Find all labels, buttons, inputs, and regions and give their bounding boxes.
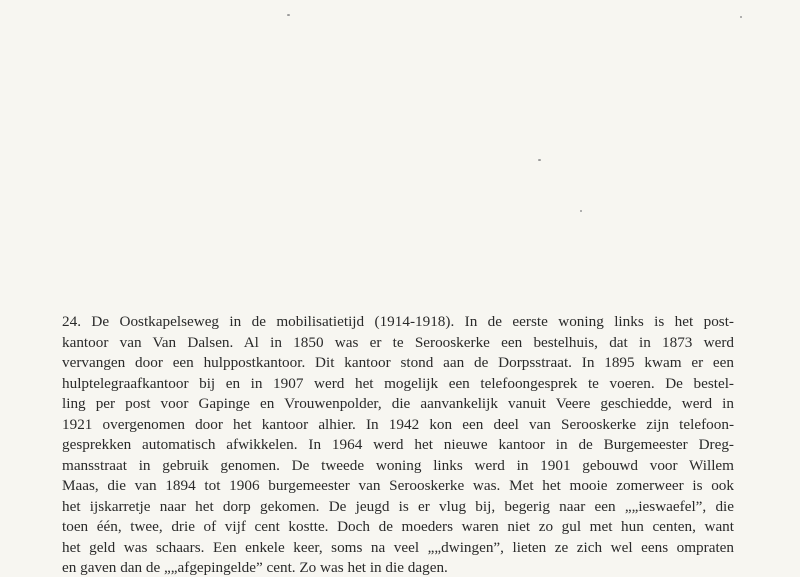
caption-line: toen één, twee, drie of vijf cent kostte. Doch de moeders waren niet zo gul met hun centen, want <box>62 518 734 535</box>
caption-line: gesprekken automatisch afwikkelen. In 1964 werd het nieuwe kantoor in de Burgemeester Dreg- <box>62 436 734 453</box>
caption-line: het ijskarretje naar het dorp gekomen. De jeugd is er vlug bij, begerig naar een „„ieswaefel”, die <box>62 497 734 515</box>
caption-line: ling per post voor Gapinge en Vrouwenpolder, die aanvankelijk vanuit Veere geschiedde, werd in <box>62 395 734 412</box>
caption-line: hulptelegraafkantoor bij en in 1907 werd het mogelijk een telefoongesprek te voeren. De bestel- <box>62 374 734 392</box>
caption-line: Maas, die van 1894 tot 1906 burgemeester van Serooskerke was. Met het mooie zomerweer is ook <box>62 477 734 494</box>
caption-line: het geld was schaars. Een enkele keer, soms na veel „„dwingen”, lieten ze zich wel eens ompraten <box>62 538 734 556</box>
paper-speck <box>740 16 742 18</box>
caption-line: en gaven dan de „„afgepingelde” cent. Zo was het in die dagen. <box>62 559 448 576</box>
caption-text <box>62 312 734 577</box>
caption-line: mansstraat in gebruik genomen. De tweede woning links werd in 1901 gebouwd voor Willem <box>62 456 734 474</box>
paper-speck <box>580 210 582 212</box>
caption-line: 24. De Oostkapelseweg in de mobilisatietijd (1914-1918). In de eerste woning links is het post- <box>62 313 734 330</box>
caption-line: 1921 overgenomen door het kantoor alhier. In 1942 kon een deel van Serooskerke zijn telefoon- <box>62 415 734 433</box>
paper-speck <box>287 14 290 16</box>
caption-line: vervangen door een hulppostkantoor. Dit kantoor stond aan de Dorpsstraat. In 1895 kwam er een <box>62 354 734 371</box>
paper-speck <box>538 159 541 161</box>
caption-line: kantoor van Van Dalsen. Al in 1850 was er te Serooskerke een bestelhuis, dat in 1873 werd <box>62 333 734 351</box>
